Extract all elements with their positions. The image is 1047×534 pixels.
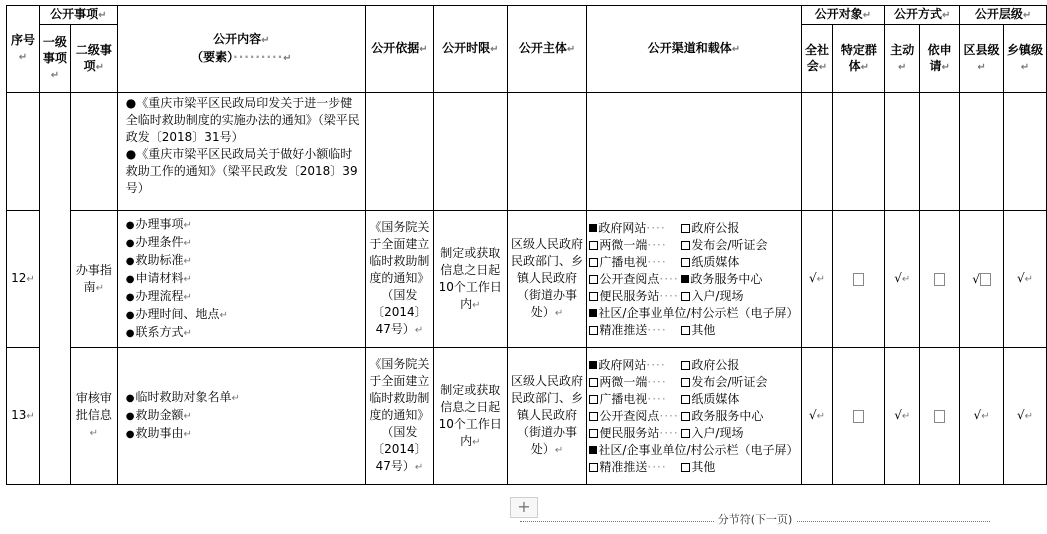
channel-option[interactable] [589,374,681,391]
leader-dots: ···· [647,374,667,389]
unchecked-box-icon[interactable] [589,412,598,421]
header-township: 乡镇级↵ [1004,25,1047,93]
channel-option[interactable] [681,425,743,442]
channel-line [589,254,798,271]
channel-label: 政务服务中心 [690,271,763,286]
table-row [7,348,1047,485]
row-time-limit: 制定或获取信息之日起10个工作日内↵ [433,211,507,348]
channel-label: 精准推送 [599,459,648,474]
channel-line [589,391,798,408]
channel-label: 入户/现场 [691,288,744,303]
header-on-request: 依申请↵ [920,25,960,93]
row-proactive: √↵ [885,348,920,485]
leader-dots: ···· [647,391,667,406]
channel-option[interactable] [589,271,681,288]
content-item-text: 救助金额 [135,408,184,422]
content-item [126,288,363,306]
row-time-limit: 制定或获取信息之日起10个工作日内↵ [433,348,507,485]
bullet-icon: ● [125,292,135,303]
cont-c1 [801,93,833,211]
content-item [126,425,363,443]
row-contents [117,348,365,485]
paragraph-mark-icon: ↵ [183,256,192,267]
channel-line [589,237,798,254]
leader-dots: ···· [659,288,679,303]
channel-option[interactable] [681,459,715,476]
empty-checkbox[interactable] [853,273,864,286]
header-content: 公开内容↵ （要素）·········↵ [117,6,365,93]
unchecked-box-icon[interactable] [681,224,690,233]
row-subject: 区级人民政府民政部门、乡镇人民政府（街道办事处）↵ [507,348,587,485]
channel-label: 公开查阅点 [599,408,660,423]
section-break-marker [520,511,990,525]
leader-dots: ···· [647,254,667,269]
row-basis: 《国务院关于全面建立临时救助制度的通知》（国发〔2014〕47号）↵ [365,348,433,485]
leader-dots: ···· [659,271,679,286]
channel-option[interactable] [681,391,739,408]
channel-option[interactable] [589,237,681,254]
empty-checkbox[interactable] [980,273,991,286]
header-specific-groups: 特定群体↵ [833,25,885,93]
header-audience: 公开对象↵ [801,6,885,25]
level1-merged-cell [39,93,70,485]
leader-dots: ···· [647,237,667,252]
row-on-request [920,348,960,485]
header-subject: 公开主体↵ [507,6,587,93]
content-item [126,389,363,407]
cont-seq-cell [7,93,40,211]
channel-option[interactable] [589,288,681,305]
unchecked-box-icon[interactable] [589,429,598,438]
channel-label: 纸质媒体 [691,254,740,269]
channel-option[interactable] [681,220,739,237]
bullet-icon: ● [125,256,135,267]
unchecked-box-icon[interactable] [589,258,598,267]
channel-option[interactable] [681,374,767,391]
checked-box-icon[interactable] [681,275,689,283]
channel-label: 两微一端 [599,237,648,252]
bullet-icon: ● [125,429,135,440]
channel-option[interactable] [589,408,681,425]
row-whole-society: √↵ [801,211,833,348]
unchecked-box-icon[interactable] [681,258,690,267]
content-paragraph-1: ●《重庆市梁平区民政局印发关于进一步健全临时救助制度的实施办法的通知》（梁平民政发〔2018〕31号） [125,96,360,144]
content-item [126,234,363,252]
empty-checkbox[interactable] [934,410,945,423]
channel-label: 发布会/听证会 [691,374,768,389]
channel-option[interactable] [681,322,715,339]
leader-dots: ···· [647,459,667,474]
channel-option[interactable] [681,254,739,271]
content-item-text: 救助标准 [135,253,184,267]
header-channels: 公开渠道和载体↵ [587,6,801,93]
channel-label: 政务服务中心 [691,408,764,423]
content-item [126,216,363,234]
channel-label: 社区/企事业单位/村公示栏（电子屏） [598,442,799,457]
content-item [126,407,363,425]
channel-option[interactable] [681,408,763,425]
bullet-icon: ● [125,238,135,249]
leader-dots: ···· [646,220,666,235]
content-list [126,216,363,342]
cont-subject-cell [507,93,587,211]
channel-option[interactable] [589,357,681,374]
unchecked-box-icon[interactable] [589,378,598,387]
row-township: √↵ [1004,211,1047,348]
channel-option[interactable] [681,288,743,305]
checked-box-icon[interactable] [589,446,597,454]
content-item [126,324,363,342]
row-district: √ [960,211,1004,348]
unchecked-box-icon[interactable] [681,429,690,438]
row-township: √↵ [1004,348,1047,485]
header-district: 区县级↵ [960,25,1004,93]
unchecked-box-icon[interactable] [681,326,690,335]
checked-box-icon[interactable] [589,309,597,317]
unchecked-box-icon[interactable] [589,326,598,335]
unchecked-box-icon[interactable] [589,241,598,250]
channel-option[interactable] [589,305,798,322]
header-level2: 二级事项↵ [70,25,117,93]
channel-option[interactable] [589,459,681,476]
channel-label: 发布会/听证会 [691,237,768,252]
row-channels [587,348,801,485]
header-public-items: 公开事项↵ [39,6,117,25]
bullet-icon: ● [125,220,135,231]
unchecked-box-icon[interactable] [589,292,598,301]
channel-label: 入户/现场 [691,425,744,440]
content-item [126,252,363,270]
checked-box-icon[interactable] [589,361,597,369]
content-item-text: 办理流程 [135,289,184,303]
section-break-label: 分节符(下一页) [714,513,797,526]
content-item-text: 联系方式 [135,325,184,339]
paragraph-mark-icon: ↵ [219,310,228,321]
channel-option[interactable] [589,391,681,408]
row-proactive: √↵ [885,211,920,348]
checked-box-icon[interactable] [589,224,597,232]
row-specific-groups [833,348,885,485]
header-whole-society: 全社会↵ [801,25,833,93]
channel-label: 其他 [691,459,716,474]
cont-c5 [960,93,1004,211]
leader-dots: ···· [646,357,666,372]
channel-line [589,374,798,391]
channel-label: 广播电视 [599,254,648,269]
channel-label: 便民服务站 [599,425,660,440]
channel-option[interactable] [681,357,739,374]
channel-option[interactable] [681,237,767,254]
channel-label: 公开查阅点 [599,271,660,286]
bullet-icon: ● [125,393,135,404]
cont-c2 [833,93,885,211]
empty-checkbox[interactable] [934,273,945,286]
row-channels [587,211,801,348]
channel-label: 政府网站 [598,220,647,235]
channel-line [589,322,798,339]
channel-line [589,288,798,305]
cont-basis-cell [365,93,433,211]
channel-label: 广播电视 [599,391,648,406]
bullet-icon: ● [125,411,135,422]
unchecked-box-icon[interactable] [589,395,598,404]
paragraph-mark-icon: ↵ [183,328,192,339]
channel-label: 精准推送 [599,322,648,337]
channel-option[interactable] [589,322,681,339]
unchecked-box-icon[interactable] [681,292,690,301]
cont-time-cell [433,93,507,211]
header-proactive: 主动↵ [885,25,920,93]
content-paragraph-2: ●《重庆市梁平区民政局关于做好小额临时救助工作的通知》（梁平民政发〔2018〕39号） [125,147,358,195]
row-level2: 审核审批信息↵ [70,348,117,485]
empty-checkbox[interactable] [853,410,864,423]
channel-line [589,357,798,374]
content-item-text: 救助事由 [135,426,184,440]
row-basis: 《国务院关于全面建立临时救助制度的通知》（国发〔2014〕47号）↵ [365,211,433,348]
cont-c4 [920,93,960,211]
channel-option[interactable] [589,254,681,271]
unchecked-box-icon[interactable] [681,378,690,387]
row-seq: 12↵ [7,211,40,348]
channel-line [589,442,798,459]
content-item-text: 办理时间、地点 [135,307,220,321]
channel-label: 便民服务站 [599,288,660,303]
channel-line [589,305,798,322]
unchecked-box-icon[interactable] [681,241,690,250]
channel-label: 纸质媒体 [691,391,740,406]
channel-label: 政府网站 [598,357,647,372]
channel-option[interactable] [589,220,681,237]
channel-label: 政府公报 [691,220,740,235]
cont-content-cell [117,93,365,211]
unchecked-box-icon[interactable] [681,463,690,472]
unchecked-box-icon[interactable] [681,361,690,370]
paragraph-mark-icon: ↵ [183,429,192,440]
cont-level2-cell [70,93,117,211]
unchecked-box-icon[interactable] [589,275,598,284]
add-row-button[interactable]: + [510,497,538,518]
row-level2: 办事指南↵ [70,211,117,348]
content-list [126,389,363,443]
row-on-request [920,211,960,348]
channel-line [589,408,798,425]
bullet-icon: ● [125,328,135,339]
channel-line [589,220,798,237]
public-disclosure-table [6,5,1047,485]
channel-label: 两微一端 [599,374,648,389]
content-item [126,270,363,288]
cont-c6 [1004,93,1047,211]
header-method: 公开方式↵ [885,6,960,25]
content-item-text: 申请材料 [135,271,184,285]
channel-line [589,271,798,288]
paragraph-mark-icon: ↵ [183,220,192,231]
unchecked-box-icon[interactable] [589,463,598,472]
cont-channels-cell [587,93,801,211]
paragraph-mark-icon: ↵ [183,292,192,303]
leader-dots: ···· [659,408,679,423]
bullet-icon: ● [125,310,135,321]
content-item-text: 办理事项 [135,217,184,231]
header-basis: 公开依据↵ [365,6,433,93]
channel-line [589,425,798,442]
content-item [126,306,363,324]
channel-option[interactable] [589,442,798,459]
header-level1: 一级事项↵ [39,25,70,93]
leader-dots: ···· [659,425,679,440]
paragraph-mark-icon: ↵ [183,238,192,249]
row-subject: 区级人民政府民政部门、乡镇人民政府（街道办事处）↵ [507,211,587,348]
header-level: 公开层级↵ [960,6,1047,25]
channel-label: 政府公报 [691,357,740,372]
paragraph-mark-icon: ↵ [183,411,192,422]
paragraph-mark-icon: ↵ [183,274,192,285]
header-seq: 序号↵ [7,6,40,93]
row-district: √↵ [960,348,1004,485]
content-item-text: 临时救助对象名单 [135,390,232,404]
header-time-limit: 公开时限↵ [433,6,507,93]
channel-option[interactable] [681,271,762,288]
unchecked-box-icon[interactable] [681,412,690,421]
table-row [7,211,1047,348]
bullet-icon: ● [125,274,135,285]
channel-line [589,459,798,476]
channel-label: 社区/企事业单位/村公示栏（电子屏） [598,305,799,320]
row-contents [117,211,365,348]
row-whole-society: √↵ [801,348,833,485]
channel-option[interactable] [589,425,681,442]
row-seq: 13↵ [7,348,40,485]
leader-dots: ···· [647,322,667,337]
cont-c3 [885,93,920,211]
row-specific-groups [833,211,885,348]
unchecked-box-icon[interactable] [681,395,690,404]
paragraph-mark-icon: ↵ [231,393,240,404]
content-item-text: 办理条件 [135,235,184,249]
channel-label: 其他 [691,322,716,337]
